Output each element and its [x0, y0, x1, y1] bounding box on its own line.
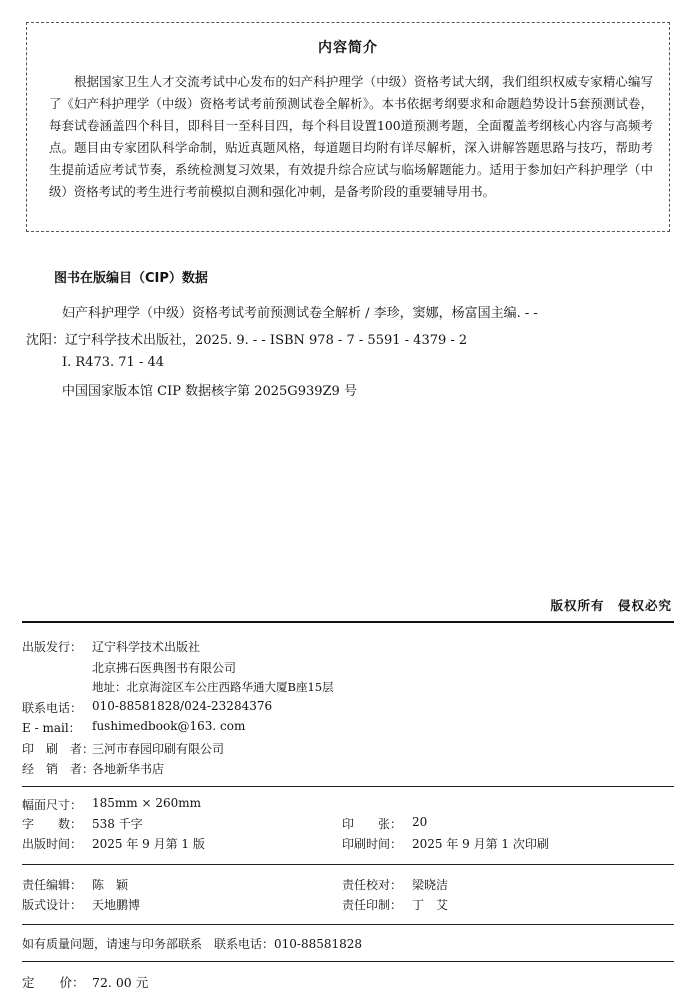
design-label: 版式设计： [22, 898, 83, 912]
sheets-value: 20 [412, 815, 428, 829]
divider [22, 621, 674, 623]
divider [22, 924, 674, 925]
print-staff-value: 丁 艾 [412, 898, 449, 912]
printer-label: 印 刷 者： [22, 742, 95, 756]
email-label: E - mail： [22, 721, 81, 735]
phone-label: 联系电话： [22, 701, 83, 715]
print-staff-label: 责任印制： [342, 898, 403, 912]
size-label: 幅面尺寸： [22, 798, 83, 812]
printer-value: 三河市春园印刷有限公司 [92, 742, 225, 756]
cip-line-3: Ⅰ. R473. 71 - 44 [62, 355, 165, 370]
divider [22, 864, 674, 865]
words-label: 字 数： [22, 817, 83, 831]
words-value: 538 千字 [92, 817, 143, 831]
phone-value: 010-88581828/024-23284376 [92, 699, 273, 713]
price-value: 72. 00 元 [92, 975, 149, 990]
pub-time-value: 2025 年 9 月第 1 版 [92, 837, 205, 851]
copyright-notice: 版权所有 侵权必究 [550, 598, 672, 613]
proof-label: 责任校对： [342, 878, 403, 892]
divider [22, 786, 674, 787]
size-value: 185mm × 260mm [92, 796, 202, 810]
print-time-label: 印刷时间： [342, 837, 403, 851]
publisher-name-1: 辽宁科学技术出版社 [92, 640, 201, 654]
cip-heading: 图书在版编目（CIP）数据 [54, 271, 208, 286]
print-time-value: 2025 年 9 月第 1 次印刷 [412, 837, 549, 851]
distributor-value: 各地新华书店 [92, 762, 165, 776]
quality-notice: 如有质量问题，请速与印务部联系 联系电话：010-88581828 [22, 937, 363, 951]
design-value: 天地鹏博 [92, 898, 141, 912]
publisher-name-2: 北京拂石医典图书有限公司 [92, 661, 237, 675]
distributor-label: 经 销 者： [22, 762, 95, 776]
summary-title: 内容简介 [318, 40, 378, 56]
divider [22, 961, 674, 962]
pub-time-label: 出版时间： [22, 837, 83, 851]
price-label: 定 价： [22, 975, 85, 990]
email-value: fushimedbook@163. com [92, 719, 246, 733]
publisher-address: 地址：北京海淀区车公庄西路华通大厦B座15层 [92, 680, 334, 694]
editor-label: 责任编辑： [22, 878, 83, 892]
summary-box [26, 22, 670, 232]
proof-value: 梁晓洁 [412, 878, 449, 892]
cip-line-2: 沈阳：辽宁科学技术出版社，2025. 9. - - ISBN 978 - 7 - 5591 - 4379 - 2 [26, 333, 468, 348]
editor-value: 陈 颖 [92, 878, 129, 892]
summary-text: 根据国家卫生人才交流考试中心发布的妇产科护理学（中级）资格考试大纲，我们组织权威专家精心编写了《妇产科护理学（中级）资格考试考前预测试卷全解析》。本书依据考纲要求和命题趋势设计5套预测试卷，每套试卷涵盖四个科目，即科目一至科目四，每个科目设置100道预测考题，全面覆盖考纲核心内容与高频考点。题目由专家团队科学命制，贴近真题风格，每道题目均附有详尽解析，深入讲解答题思路与技巧，帮助考生提前适应考试节奏，系统检测复习效果，有效提升综合应试与临场解题能力。适用于参加妇产科护理学（中级）资格考试的考生进行考前模拟自测和强化冲刺，是备考阶段的重要辅导用书。 [49, 74, 653, 199]
sheets-label: 印 张： [342, 817, 403, 831]
cip-line-4: 中国国家版本馆 CIP 数据核字第 2025G939Z9 号 [62, 384, 357, 399]
cip-line-1: 妇产科护理学（中级）资格考试考前预测试卷全解析 / 李珍，窦娜，杨富国主编. - - [62, 306, 538, 321]
publisher-label: 出版发行： [22, 640, 83, 654]
